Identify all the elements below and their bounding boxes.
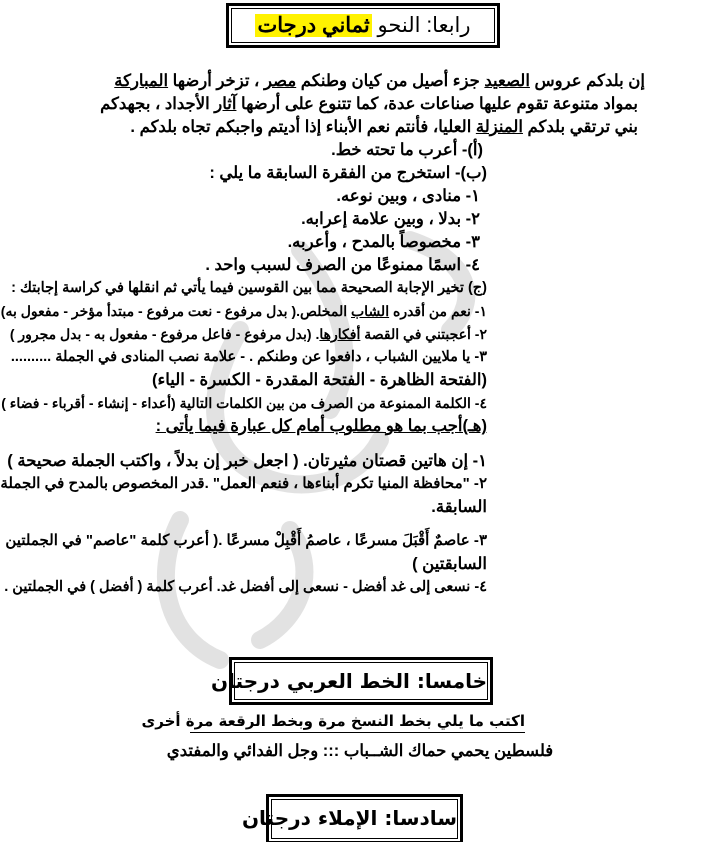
question-text: ٢- أعجبتني في القصة [360,326,487,342]
passage-text: جزء أصيل من كيان وطنكم [296,72,485,90]
underlined-word: آثار [214,95,237,113]
passage-text: ، تزخر أرضها [168,72,264,90]
underlined-word: مصر [263,72,297,90]
question-c-item-3-options: (الفتحة الظاهرة - الفتحة المقدرة - الكسرة - الياء) [152,371,487,389]
passage-text: بمواد متنوعة تقوم عليها صناعات عدة، كما تتنوع على أرضها [236,95,638,113]
section6-title: سادسا: الإملاء درجتان [241,806,457,830]
section5-verse: فلسطين يحمي حماك الشــباب ::: وجل الفدائي والمفتدي [166,742,554,760]
question-b-title: (ب)- استخرج من الفقرة السابقة ما يلي : [209,164,487,182]
question-c-item-1 [0,300,720,322]
passage-text: بني ترتقي بلدكم [522,118,638,136]
section4-title-box [228,5,498,46]
question-b-item-3: ٣- مخصوصاً بالمدح ، وأعربه. [287,233,480,251]
section6-title-box [241,796,461,842]
passage-text: الأجداد ، بجهدكم [100,95,215,113]
underlined-word: المباركة [114,72,169,90]
question-a: (أ)- أعرب ما تحته خط. [331,141,483,159]
question-text: ١- نعم من أقدره [389,303,487,319]
underlined-word: الشاب [351,303,390,319]
passage-text: إن بلدكم عروس [529,72,645,90]
section5-title-box [210,659,491,703]
question-h-title: (هـ)أجب بما هو مطلوب أمام كل عبارة فيما يأتى : [155,417,487,435]
question-text: . (بدل مرفوع - فاعل مرفوع - مفعول به - بدل مجرور ) [9,326,320,342]
question-b-item-4: ٤- اسمًا ممنوعًا من الصرف لسبب واحد . [205,256,480,274]
question-text: المخلص.( بدل مرفوع - نعت مرفوع - مبتدأ مؤخر - مفعول به) [0,303,351,319]
question-h-item-3-line-2: السابقتين ) [412,555,487,573]
question-h-item-2-line-2: السابقة. [431,498,487,516]
question-h-item-1: ١- إن هاتين قصتان مثيرتان. ( اجعل خبر إن بدلاً ، واكتب الجملة صحيحة ) [7,452,487,470]
question-h-item-2-line-1: ٢- "محافظة المنيا تكرم أبناءها ، فنعم العمل" .قدر المخصوص بالمدح في الجملة [0,475,487,492]
section4-title-prefix: رابعا: النحو [377,14,471,37]
underlined-word: المنزلة [475,118,523,136]
passage-text: العليا، فأنتم نعم الأبناء إذا أديتم واجبكم تجاه بلدكم . [130,118,476,136]
question-b-item-1: ١- منادى ، وبين نوعه. [336,187,480,205]
question-c-item-2 [0,323,720,345]
section4-title [255,14,470,37]
question-h-item-3-line-1: ٣- عاصمٌ أَقْبَلَ مسرعًا ، عاصمُ أَقْبِلْ مسرعًا .( أعرب كلمة "عاصم" في الجملتين [5,532,487,549]
question-c-item-3: ٣- يا ملايين الشباب ، دافعوا عن وطنكم . - علامة نصب المنادى في الجملة .......... [10,349,487,365]
passage-line-3 [0,116,720,138]
underlined-word: الصعيد [484,72,530,90]
passage-line-1 [0,70,720,92]
section5-title: خامسا: الخط العربي درجتان [210,669,487,693]
section4-title-highlight: ثماني درجات [257,14,370,37]
section5-instruction: اكتب ما يلي بخط النسخ مرة وبخط الرقعة مرة أخرى [190,712,525,733]
question-b-item-2: ٢- بدلا ، وبين علامة إعرابه. [301,210,480,228]
underlined-word: أفكارها [319,326,361,342]
question-c-title: (ج) تخير الإجابة الصحيحة مما بين القوسين فيما يأتي ثم انقلها في كراسة إجابتك : [11,280,487,296]
question-c-item-4: ٤- الكلمة الممنوعة من الصرف من بين الكلمات التالية (أعداء - إنشاء - أقرباء - فضاء ) [1,395,487,411]
passage-line-2 [0,93,720,115]
question-h-item-4: ٤- نسعى إلى غد أفضل - نسعى إلى أفضل غد. أعرب كلمة ( أفضل ) في الجملتين . [4,579,487,595]
